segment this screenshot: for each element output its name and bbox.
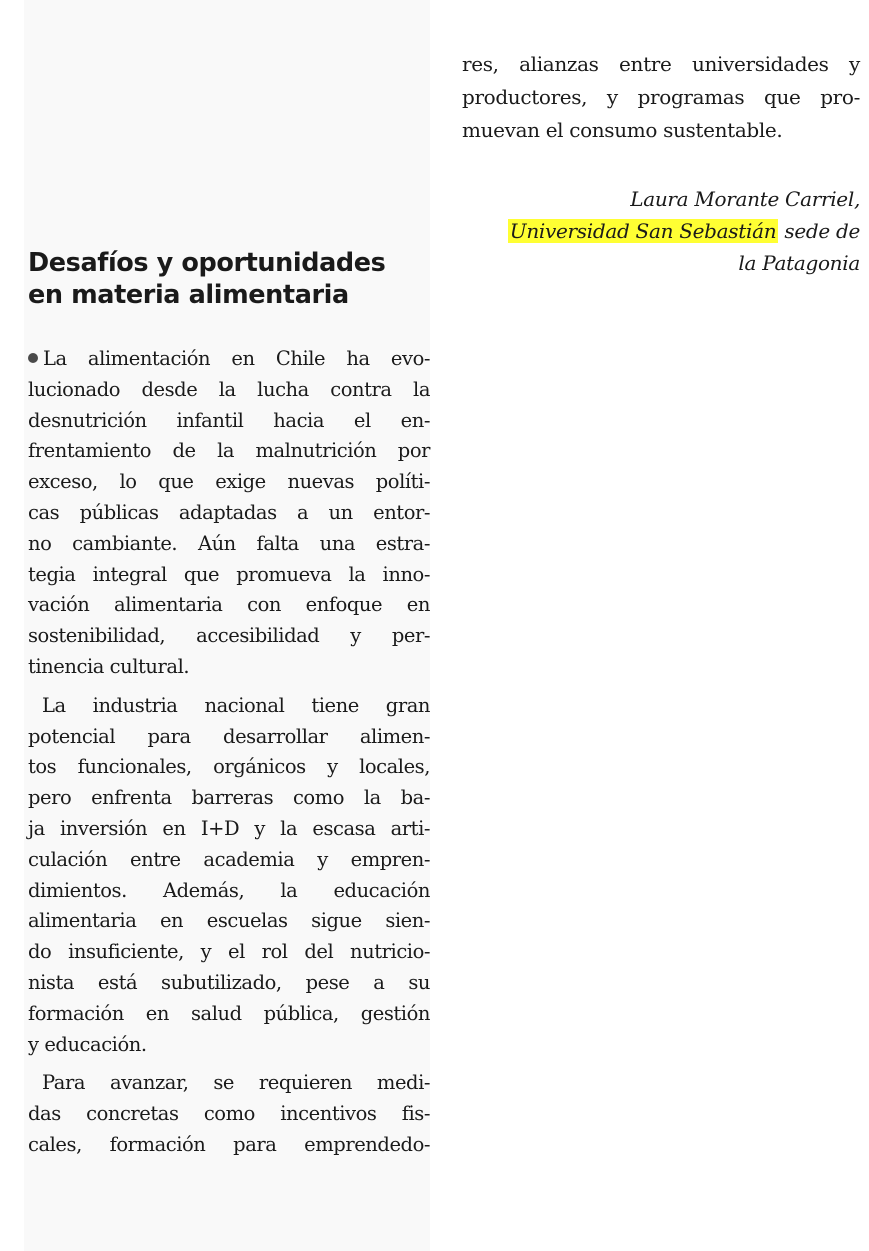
sede-prefix: sede de (784, 219, 860, 243)
body-line: ja inversión en I+D y la escasa arti- (28, 816, 430, 840)
body-line: exceso, lo que exige nuevas políti- (28, 470, 430, 494)
highlighted-institution: Universidad San Sebastián (509, 219, 777, 243)
body-line: desnutrición infantil hacia el en- (28, 408, 430, 432)
body-line: vación alimentaria con enfoque en (28, 593, 430, 617)
continuation-line: muevan el consumo sustentable. (462, 118, 783, 142)
body-line (28, 344, 430, 375)
body-line: tinencia cultural. (28, 654, 190, 678)
continuation-line: res, alianzas entre universidades y (462, 52, 860, 76)
body-line: no cambiante. Aún falta una estra- (28, 531, 430, 555)
body-line: potencial para desarrollar alimen- (28, 724, 430, 748)
body-line: y educación. (28, 1032, 147, 1056)
body-line: lucionado desde la lucha contra la (28, 377, 430, 401)
body-line: nista está subutilizado, pese a su (28, 970, 430, 994)
body-line: das concretas como incentivos fis- (28, 1102, 430, 1126)
paragraph-gap (28, 683, 430, 691)
body-line: alimentaria en escuelas sigue sien- (28, 909, 430, 933)
author-signature (456, 183, 860, 279)
letter-body (28, 344, 430, 1161)
body-line-text: La alimentación en Chile ha evo- (43, 347, 430, 370)
body-line: tos funcionales, orgánicos y locales, (28, 755, 430, 779)
body-line: formación en salud pública, gestión (28, 1001, 430, 1025)
letter-headline (28, 247, 428, 311)
bullet-icon (28, 353, 38, 363)
body-line: La industria nacional tiene gran (42, 693, 430, 717)
continuation-text (462, 48, 866, 147)
body-line: cas públicas adaptadas a un entor- (28, 500, 430, 524)
body-line: sostenibilidad, accesibilidad y per- (28, 624, 430, 648)
headline-line: Desafíos y oportunidades (28, 248, 386, 278)
body-line: dimientos. Además, la educación (28, 878, 430, 902)
affiliation-line (508, 219, 860, 243)
sede-name: la Patagonia (738, 251, 860, 275)
author-name: Laura Morante Carriel, (630, 187, 860, 211)
letter-column-left (24, 0, 430, 1251)
body-line: cales, formación para emprendedo- (28, 1132, 430, 1156)
headline-line: en materia alimentaria (28, 280, 349, 310)
body-line: do insuficiente, y el rol del nutricio- (28, 940, 430, 964)
paragraph-gap (28, 1060, 430, 1068)
body-line: pero enfrenta barreras como la ba- (28, 786, 430, 810)
body-line: Para avanzar, se requieren medi- (42, 1071, 430, 1095)
body-line: tegia integral que promueva la inno- (28, 562, 430, 586)
body-line: frentamiento de la malnutrición por (28, 439, 430, 463)
continuation-line: productores, y programas que pro- (462, 85, 860, 109)
body-line: culación entre academia y empren- (28, 847, 430, 871)
